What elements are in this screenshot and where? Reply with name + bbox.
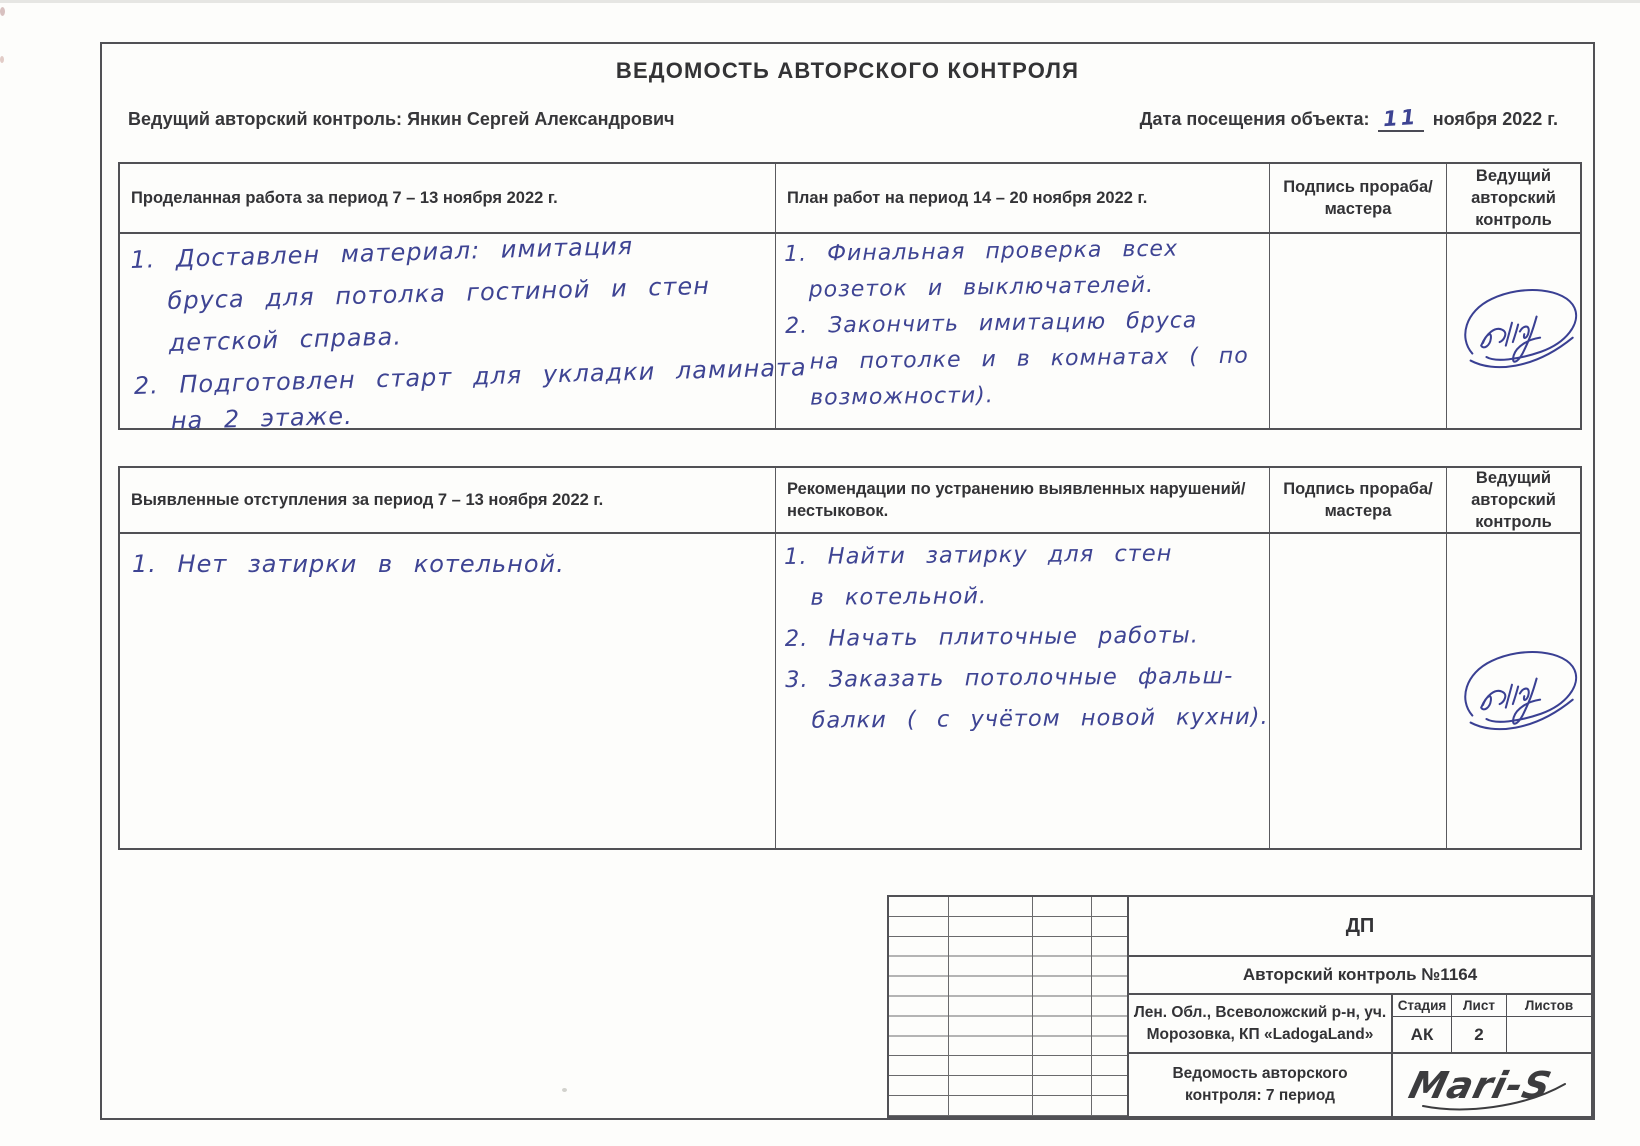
handwritten-line: бруса для потолка гостиной и стен [167, 271, 711, 315]
handwritten-line: 1. Финальная проверка всех [784, 236, 1179, 267]
supervisor-label: Ведущий авторский контроль: [128, 109, 403, 129]
plan-work-cell [775, 234, 1269, 428]
work-table-header-row [120, 164, 1580, 234]
yankin-signature-icon [1453, 638, 1585, 742]
sheets-value [1506, 1017, 1591, 1052]
title-block-main [1129, 897, 1591, 1116]
handwritten-line: возможности). [810, 383, 994, 411]
stage-sheet-block [1393, 995, 1591, 1052]
sheet-value: 2 [1451, 1017, 1506, 1052]
handwritten-line: 1. Доставлен материал: имитация [130, 231, 634, 274]
revision-grid [889, 897, 1129, 1116]
issues-cell [120, 534, 775, 848]
project-code: ДП [1129, 897, 1591, 957]
recommendations-cell [775, 534, 1269, 848]
handwritten-line: на 2 этаже. [170, 401, 354, 435]
page-title: ВЕДОМОСТЬ АВТОРСКОГО КОНТРОЛЯ [615, 58, 1080, 83]
work-table [118, 162, 1582, 435]
stage-sheet-values [1393, 1017, 1591, 1052]
stage-sheet-headers [1393, 995, 1591, 1017]
handwritten-line: детской справа. [168, 322, 403, 357]
lead-signature-cell [1446, 534, 1580, 848]
handwritten-line: в котельной. [810, 583, 988, 611]
supervisor-line [128, 109, 675, 130]
issues-table-header-row [120, 468, 1580, 534]
object-location [1129, 995, 1393, 1052]
done-work-handwriting [130, 227, 808, 450]
scan-artifact [0, 0, 1640, 3]
header-foreman-signature: Подпись прораба/мастера [1269, 468, 1446, 532]
document-name-line: контроля: 7 период [1185, 1087, 1335, 1104]
handwritten-line: балки ( с учётом новой кухни). [811, 703, 1269, 734]
grid-line [1032, 897, 1033, 1116]
approver-signature-cell [1393, 1054, 1591, 1116]
supervisor-name: Янкин Сергей Александрович [407, 109, 675, 129]
visit-date-handwritten-day: 11 [1382, 104, 1420, 132]
document-number: Авторский контроль №1164 [1129, 957, 1591, 995]
visit-date-field [1378, 106, 1423, 132]
handwritten-line: 2. Начать плиточные работы. [784, 622, 1199, 652]
visit-date-line [1140, 106, 1558, 132]
issues-handwriting [132, 550, 565, 578]
document-name-line: Ведомость авторского [1172, 1065, 1348, 1083]
scan-artifact [0, 56, 4, 63]
issues-table [118, 466, 1582, 850]
header-lead-control: Ведущий авторский контроль [1446, 468, 1580, 532]
visit-date-suffix: ноября 2022 г. [1432, 109, 1558, 129]
handwritten-line: на потолке и в комнатах ( по [809, 343, 1249, 375]
location-line: Морозовка, КП «LadogaLand» [1146, 1025, 1374, 1043]
scan-artifact [0, 7, 5, 16]
handwritten-line: розеток и выключателей. [808, 272, 1155, 303]
mari-s-signature-icon [1393, 1050, 1591, 1116]
document-name [1129, 1054, 1393, 1116]
header-recommendations: Рекомендации по устранению выявленных нарушений/нестыковок. [775, 468, 1269, 532]
header-done-work: Проделанная работа за период 7 – 13 ноября 2022 г. [131, 188, 558, 207]
lead-signature-cell [1446, 234, 1580, 428]
document-name-row [1129, 1054, 1591, 1116]
recommendations-handwriting [784, 540, 1269, 749]
done-work-cell [120, 231, 808, 435]
handwritten-line: 2. Закончить имитацию бруса [785, 308, 1198, 339]
handwritten-line: 1. Найти затирку для стен [784, 540, 1173, 570]
foreman-signature-cell [1269, 234, 1446, 428]
header-plan-work: План работ на период 14 – 20 ноября 2022 г. [775, 164, 1269, 232]
title-block [887, 895, 1593, 1118]
handwritten-line: 1. Нет затирки в котельной. [132, 550, 565, 578]
location-and-stage-row [1129, 995, 1591, 1054]
grid-line [948, 897, 949, 1116]
plan-work-handwriting [784, 236, 1250, 422]
sheet-label: Лист [1451, 995, 1506, 1016]
handwritten-line: 3. Заказать потолочные фальш- [785, 663, 1234, 693]
handwritten-line: 2. Подготовлен старт для укладки ламината [133, 353, 808, 400]
stage-value: АК [1410, 1024, 1434, 1044]
sheets-label: Листов [1506, 995, 1591, 1016]
header-foreman-signature: Подпись прораба/мастера [1269, 164, 1446, 232]
work-table-body-row [120, 231, 1580, 435]
visit-date-label: Дата посещения объекта: [1139, 109, 1370, 129]
stage-label: Стадия [1397, 998, 1447, 1013]
approver-signature-text: Mari-S [1404, 1063, 1557, 1107]
location-line: Лен. Обл., Всеволожский р-н, уч. [1133, 1003, 1387, 1021]
yankin-signature-icon [1453, 276, 1585, 380]
foreman-signature-cell [1269, 534, 1446, 848]
issues-table-body-row [120, 534, 1580, 848]
header-issues: Выявленные отступления за период 7 – 13 ноября 2022 г. [131, 490, 604, 509]
grid-line [1091, 897, 1092, 1116]
header-lead-control: Ведущий авторский контроль [1446, 164, 1580, 232]
